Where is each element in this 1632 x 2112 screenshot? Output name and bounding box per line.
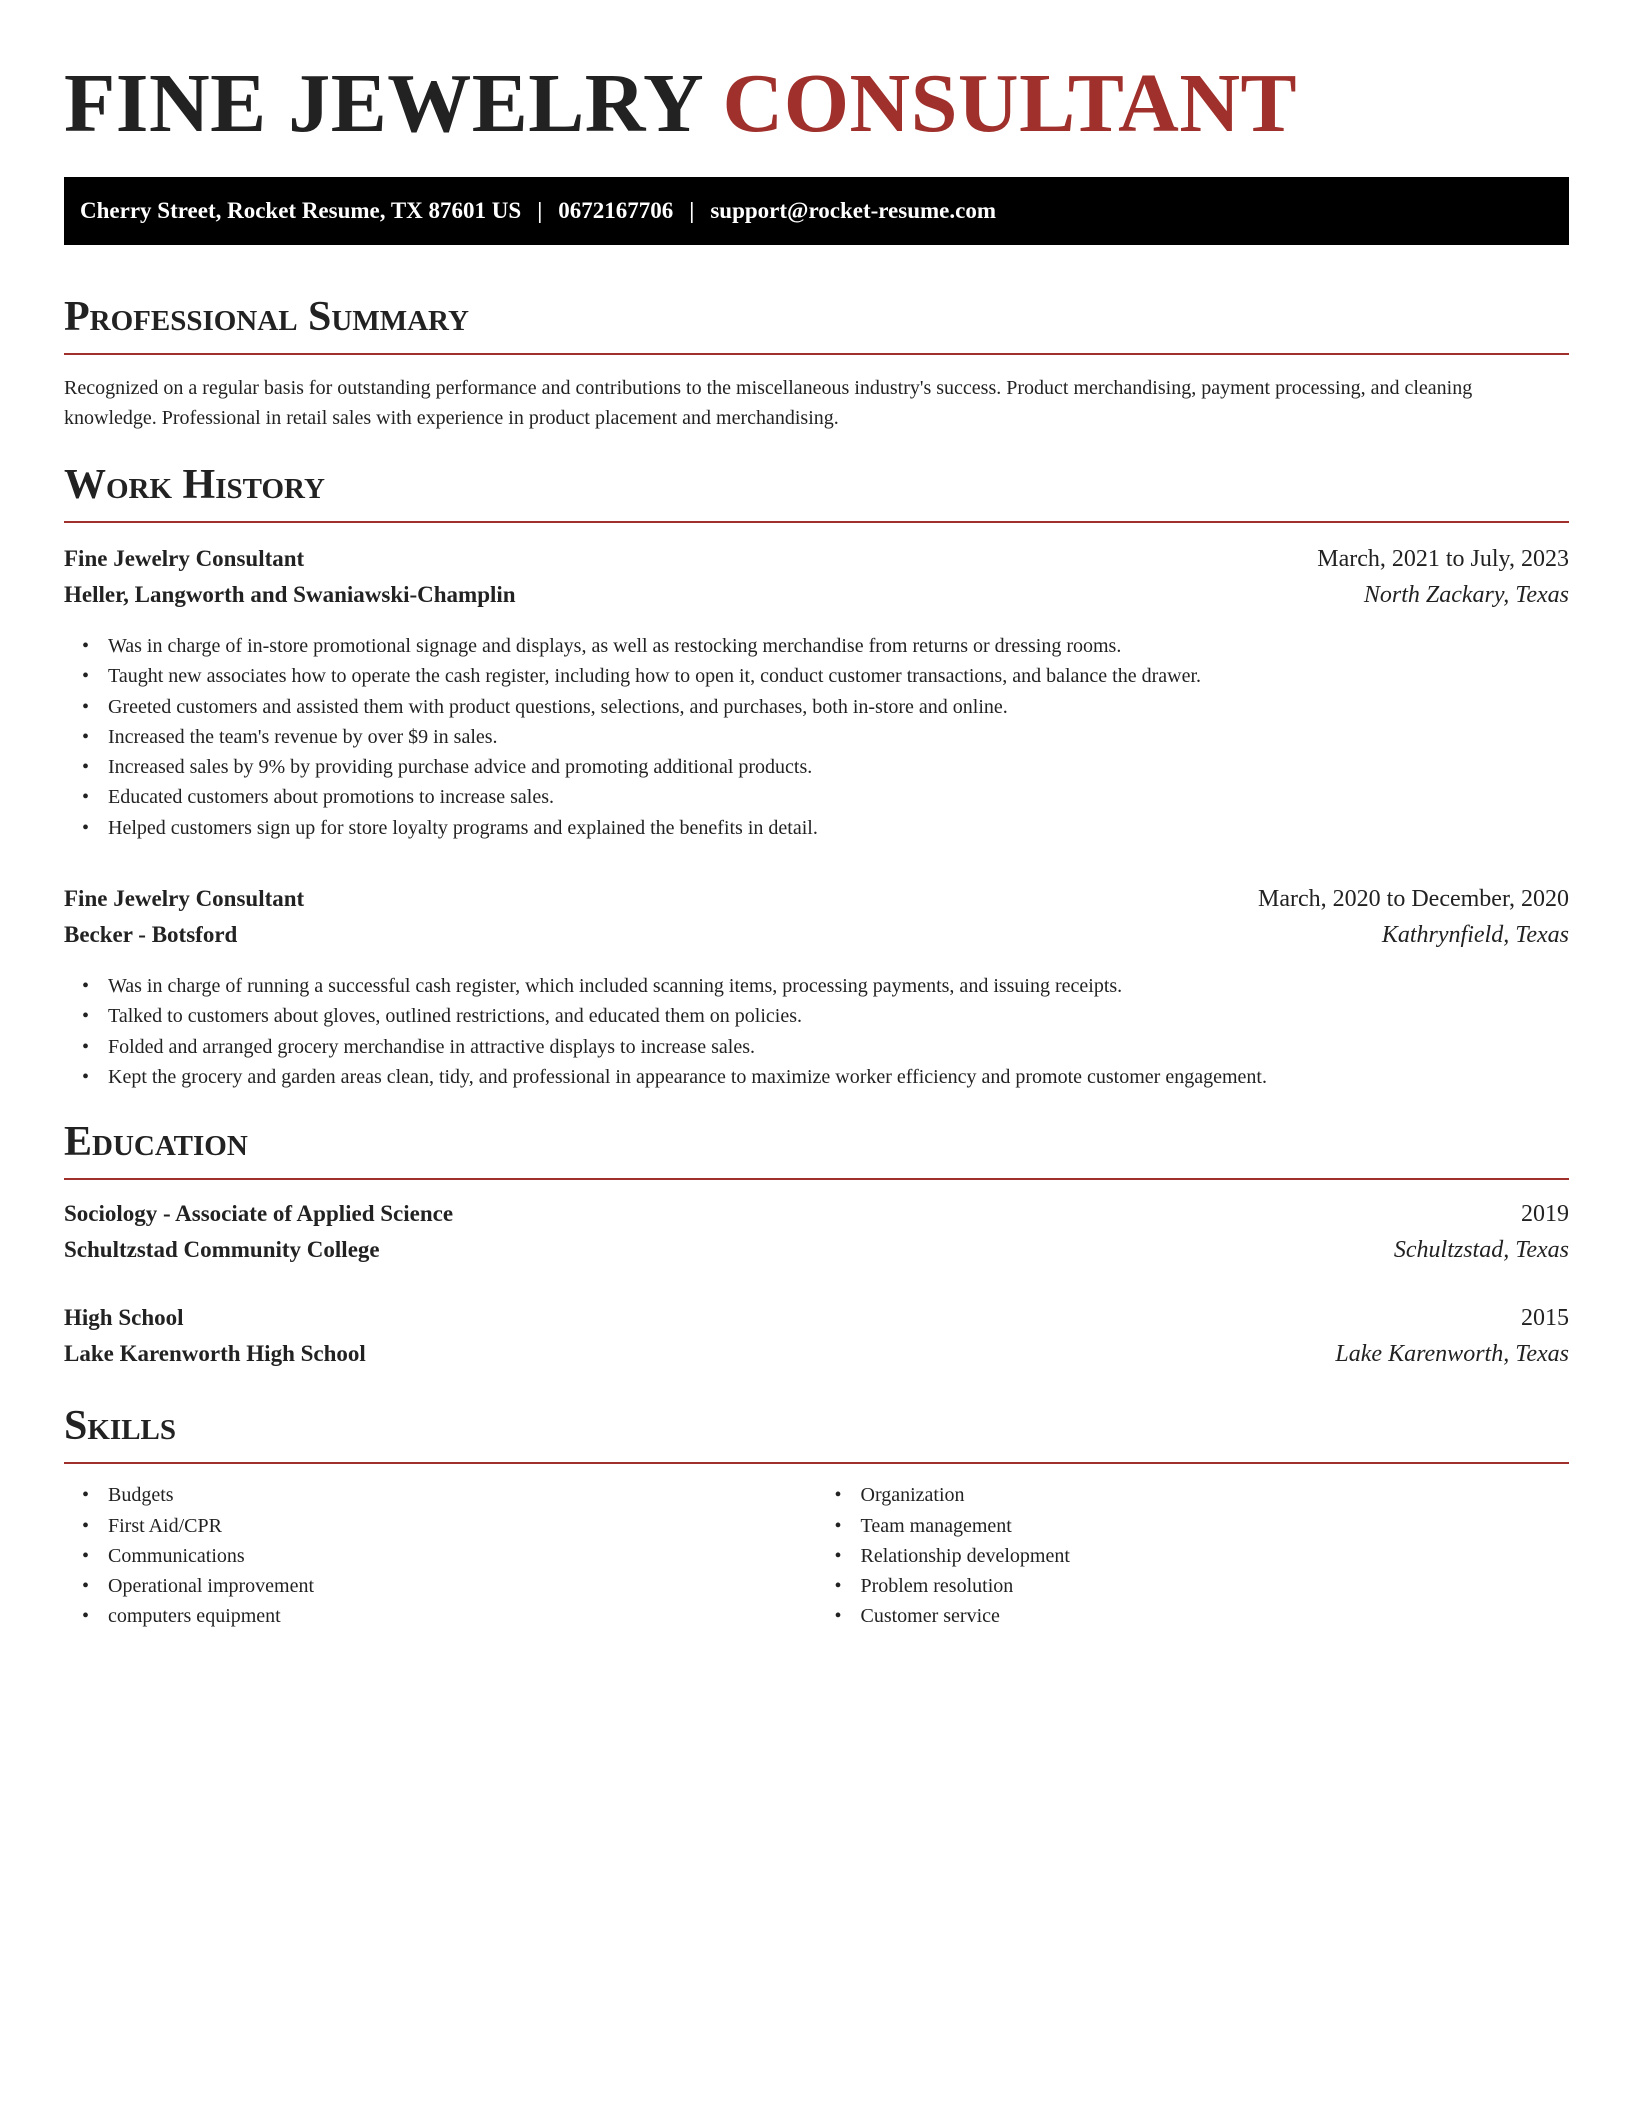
education-year: 2019 [1521, 1201, 1569, 1228]
summary-section [64, 291, 1569, 433]
job-company-row [64, 577, 1569, 613]
contact-address: Cherry Street, Rocket Resume, TX 87601 US [80, 198, 522, 223]
job-company: Becker - Botsford [64, 922, 238, 948]
job-title: Fine Jewelry Consultant [64, 886, 305, 912]
title-main: FINE JEWELRY [64, 57, 702, 150]
job-bullet: • Educated customers about promotions to increase sales. [108, 782, 1569, 812]
education-degree: Sociology - Associate of Applied Science [64, 1201, 454, 1227]
job-bullet: • Folded and arranged grocery merchandise in attractive displays to increase sales. [108, 1032, 1569, 1062]
job-location: Kathrynfield, Texas [1381, 922, 1569, 949]
job-bullet: • Talked to customers about gloves, outlined restrictions, and educated them on policies. [108, 1001, 1569, 1031]
education-school: Lake Karenworth High School [64, 1341, 366, 1367]
skill-item: • Budgets [108, 1480, 817, 1510]
skills-section [64, 1400, 1569, 1631]
education-degree-row [64, 1196, 1569, 1232]
section-title-work-history: Work History [64, 462, 325, 508]
job-header-row [64, 881, 1569, 917]
skills-list-left [64, 1480, 817, 1631]
education-school-row [64, 1232, 1569, 1268]
education-degree-row [64, 1300, 1569, 1336]
job-dates: March, 2020 to December, 2020 [1258, 886, 1569, 913]
contact-separator: | [689, 198, 695, 223]
skill-item: • Problem resolution [861, 1571, 1570, 1601]
job-location: North Zackary, Texas [1363, 582, 1569, 608]
job-bullet: • Was in charge of running a successful cash register, which included scanning items, processing payments, and issuing receipts. [108, 971, 1569, 1001]
candidate-title [64, 0, 1569, 150]
summary-text: Recognized on a regular basis for outstanding performance and contributions to the miscellaneous industry's success. Product merchandising, payment processing, and cleaning knowledge. Professional in retail sales with experience in product placement and merchandising. [64, 377, 1473, 429]
job-bullets [64, 631, 1569, 843]
education-entry [64, 1196, 1569, 1268]
education-year: 2015 [1521, 1305, 1569, 1332]
section-divider [64, 353, 1569, 355]
job-company: Heller, Langworth and Swaniawski-Champlin [64, 582, 516, 607]
skill-item: • Communications [108, 1541, 817, 1571]
education-location: Schultzstad, Texas [1393, 1237, 1569, 1264]
skills-columns [64, 1480, 1569, 1631]
section-divider [64, 521, 1569, 523]
job-bullet: • Was in charge of in-store promotional signage and displays, as well as restocking merchandise from returns or dressing rooms. [108, 631, 1569, 661]
education-location: Lake Karenworth, Texas [1335, 1341, 1569, 1368]
job-title: Fine Jewelry Consultant [64, 546, 305, 571]
job-bullets [64, 971, 1569, 1092]
skill-item: • Customer service [861, 1601, 1570, 1631]
job-bullet: • Increased the team's revenue by over $9 in sales. [108, 722, 1569, 752]
section-title-education: Education [64, 1119, 248, 1166]
section-divider [64, 1462, 1569, 1464]
job-entry [64, 881, 1569, 1092]
contact-bar [64, 177, 1569, 245]
contact-email: support@rocket-resume.com [710, 198, 996, 223]
skills-list-right [817, 1480, 1570, 1631]
contact-separator: | [537, 198, 543, 223]
skill-item: • Organization [861, 1480, 1570, 1510]
resume-page [64, 0, 1569, 1632]
skill-item: • First Aid/CPR [108, 1511, 817, 1541]
skill-item: • Team management [861, 1511, 1570, 1541]
title-accent: CONSULTANT [722, 57, 1298, 150]
section-title-summary: Professional Summary [64, 294, 469, 340]
education-school: Schultzstad Community College [64, 1237, 380, 1263]
work-history-section [64, 459, 1569, 1092]
job-dates: March, 2021 to July, 2023 [1317, 546, 1569, 572]
education-entry [64, 1300, 1569, 1372]
job-company-row [64, 917, 1569, 953]
skill-item: • Operational improvement [108, 1571, 817, 1601]
contact-phone: 0672167706 [558, 198, 674, 223]
job-bullet: • Increased sales by 9% by providing purchase advice and promoting additional products. [108, 752, 1569, 782]
skill-item: • computers equipment [108, 1601, 817, 1631]
job-header-row [64, 541, 1569, 577]
job-bullet: • Taught new associates how to operate the cash register, including how to open it, conduct customer transactions, and balance the drawer. [108, 661, 1569, 691]
education-degree: High School [64, 1305, 184, 1331]
education-school-row [64, 1336, 1569, 1372]
job-bullet: • Helped customers sign up for store loyalty programs and explained the benefits in detail. [108, 813, 1569, 843]
skill-item: • Relationship development [861, 1541, 1570, 1571]
job-bullet: • Greeted customers and assisted them with product questions, selections, and purchases, both in-store and online. [108, 692, 1569, 722]
section-title-skills: Skills [64, 1403, 177, 1450]
job-bullet: • Kept the grocery and garden areas clean, tidy, and professional in appearance to maximize worker efficiency and promote customer engagement. [108, 1062, 1569, 1092]
section-divider [64, 1178, 1569, 1180]
education-section [64, 1116, 1569, 1372]
job-entry [64, 541, 1569, 843]
